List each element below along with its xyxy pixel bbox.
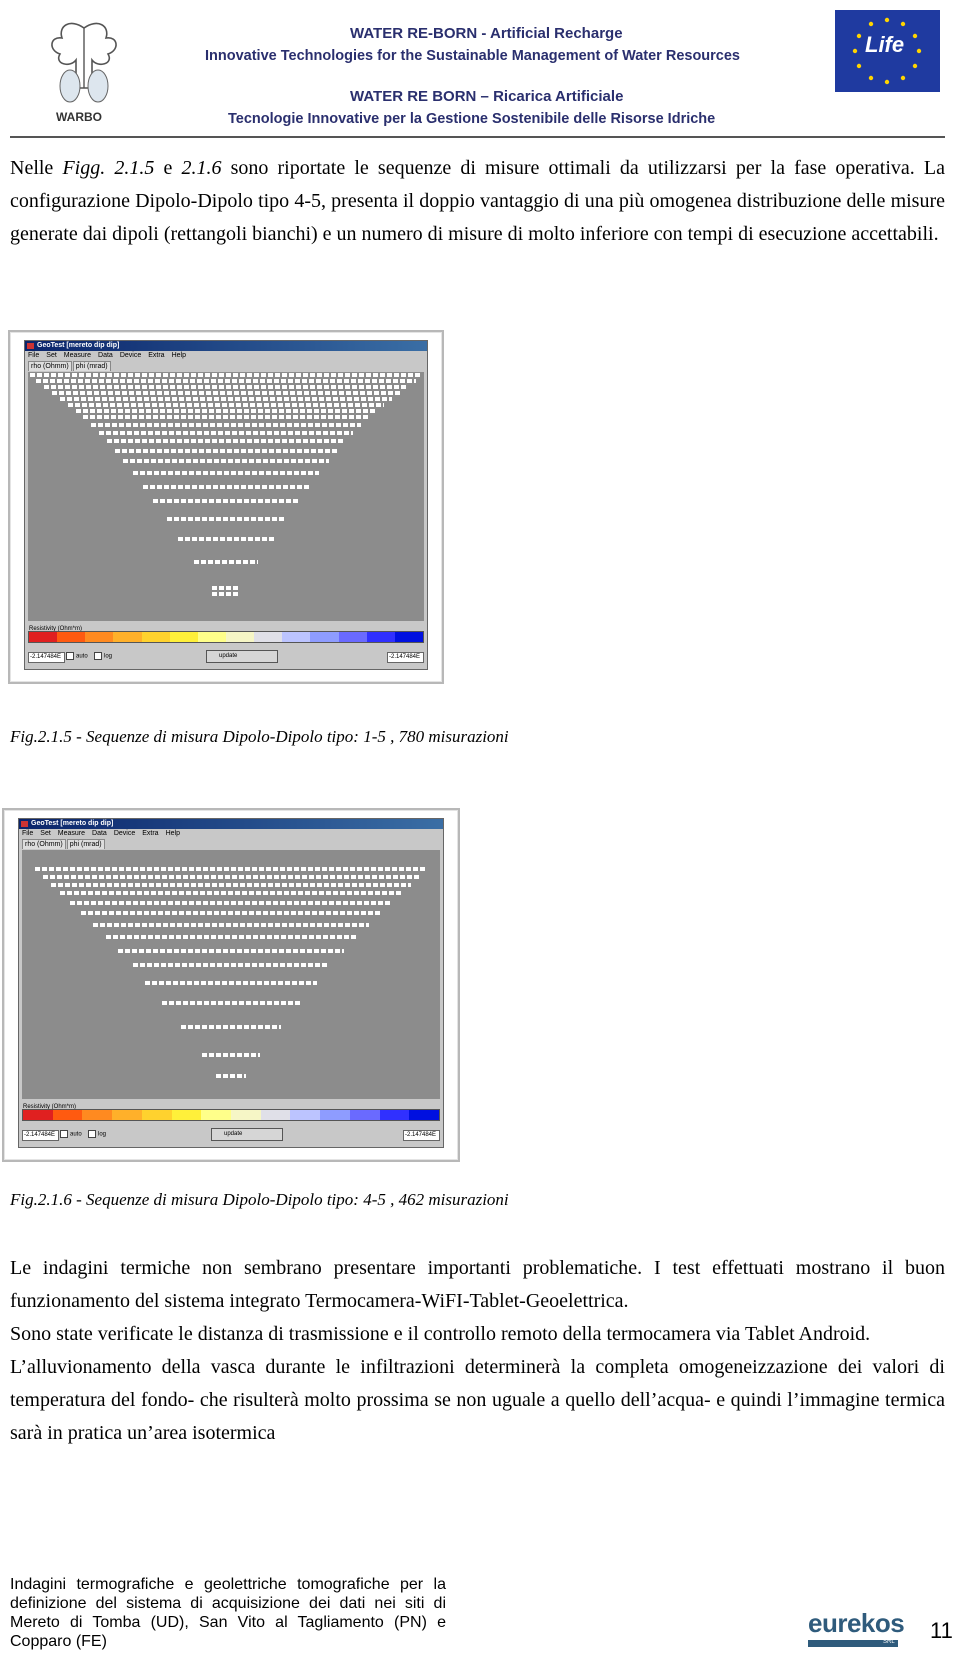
- colorbar-swatch: [142, 1110, 172, 1120]
- colorbar-swatch: [231, 1110, 261, 1120]
- colorbar-swatch: [82, 1110, 112, 1120]
- log-checkbox[interactable]: log: [88, 1130, 106, 1140]
- auto-checkbox[interactable]: auto: [60, 1130, 82, 1140]
- measurement-row: [106, 935, 357, 939]
- measurement-row: [70, 901, 392, 905]
- max-value-field[interactable]: -2.147484E: [387, 652, 424, 663]
- colorbar-swatch: [85, 632, 113, 642]
- measurement-row: [81, 911, 382, 915]
- measurement-row: [115, 449, 337, 453]
- intro-text-2: e: [154, 157, 182, 179]
- geotest-window: [18, 818, 444, 1148]
- measurement-row: [194, 560, 257, 564]
- max-value-field[interactable]: -2.147484E: [403, 1130, 440, 1141]
- menu-file[interactable]: File: [28, 352, 40, 359]
- header-title-it: WATER RE BORN – Ricarica Artificiale: [350, 88, 624, 105]
- menu-data[interactable]: Data: [92, 830, 107, 837]
- menu-help[interactable]: Help: [171, 352, 186, 359]
- menu-extra[interactable]: Extra: [142, 830, 159, 837]
- controls-row: [22, 1127, 440, 1143]
- measurement-row: [30, 373, 422, 377]
- pseudosection-canvas: [28, 372, 424, 621]
- colorbar-swatch: [226, 632, 254, 642]
- measurement-row: [99, 431, 352, 435]
- measurement-row: [143, 485, 309, 489]
- geotest-window: [24, 340, 428, 670]
- colorbar-swatch: [290, 1110, 320, 1120]
- colorbar-swatch: [198, 632, 226, 642]
- figure-1-caption: Fig.2.1.5 - Sequenze di misura Dipolo-Dipolo tipo: 1-5 , 780 misurazioni: [10, 727, 509, 746]
- resistivity-label: Resistivity (Ohm*m): [29, 626, 83, 632]
- colorbar-swatch: [282, 632, 310, 642]
- measurement-row: [216, 1074, 245, 1078]
- tab-rho[interactable]: rho (Ohmm): [28, 361, 72, 371]
- window-title: GeoTest [mereto dip dip]: [19, 819, 443, 829]
- colorbar-swatch: [380, 1110, 410, 1120]
- measurement-row: [153, 499, 300, 503]
- document-header: [10, 0, 945, 140]
- header-subtitle-en: Innovative Technologies for the Sustainable Management of Water Resources: [205, 48, 740, 64]
- colorbar-swatch: [172, 1110, 202, 1120]
- figure-2-screenshot: [2, 808, 460, 1162]
- colorbar-swatch: [310, 632, 338, 642]
- header-title-en: WATER RE-BORN - Artificial Recharge: [350, 25, 623, 42]
- figure-1-screenshot: [8, 330, 444, 684]
- measurement-row: [93, 923, 369, 927]
- colorbar-swatch: [395, 632, 423, 642]
- measurement-row: [44, 385, 408, 389]
- measurement-row: [51, 883, 410, 887]
- measurement-row: [202, 1053, 261, 1057]
- colorbar-swatch: [367, 632, 395, 642]
- colorbar-swatch: [339, 632, 367, 642]
- intro-text-3: sono riportate le sequenze di misure ottimali da utilizzarsi per la fase operativa. La configurazione Dipolo-Dipolo tipo 4-5, presenta il doppio vantaggio di una più omogenea distribuzione delle misure generate dai dipoli (rettangoli bianchi) e un numero di misure di molto inferiore con tempi di esecuzione accettabili.: [10, 157, 946, 245]
- intro-text-1: Nelle: [10, 157, 63, 179]
- colorbar-swatch: [57, 632, 85, 642]
- page-number: 11: [930, 1618, 953, 1643]
- measurement-row: [76, 409, 377, 413]
- measurement-row: [107, 439, 345, 443]
- header-divider: [10, 136, 945, 138]
- body-paragraph-1: Le indagini termiche non sembrano presentare importanti problematiche. I test effettuati mostrano il buon funzionamento del sistema integrato Termocamera-WiFI-Tablet-Geoelettrica.: [10, 1257, 945, 1312]
- pseudosection-canvas: [22, 850, 440, 1099]
- measurement-row: [212, 586, 240, 590]
- eurekos-logo-suffix: SRL: [883, 1639, 895, 1645]
- menu-measure[interactable]: Measure: [57, 830, 86, 837]
- eurekos-logo: eurekos: [808, 1608, 905, 1638]
- colorbar-swatch: [409, 1110, 439, 1120]
- life-logo-text: Life: [865, 32, 905, 57]
- tab-bar: [25, 361, 427, 370]
- measurement-row: [133, 963, 329, 967]
- measurement-row: [118, 949, 344, 953]
- body-paragraph-3: L’alluvionamento della vasca durante le infiltrazioni determinerà la completa omogeneizzazione dei valori di temperatura del fondo- che risulterà molto prossima se non uguale a quello dell’acqua- e quindi l’immagine termica sarà in pratica un’area isotermica: [10, 1356, 945, 1444]
- menu-set[interactable]: Set: [40, 830, 51, 837]
- resistivity-colorbar: [22, 1109, 440, 1121]
- min-value-field[interactable]: -2.147484E: [28, 652, 65, 663]
- measurement-row: [162, 1001, 300, 1005]
- menu-bar: [19, 829, 443, 839]
- measurement-row: [91, 423, 360, 427]
- colorbar-swatch: [201, 1110, 231, 1120]
- colorbar-swatch: [261, 1110, 291, 1120]
- menu-data[interactable]: Data: [98, 352, 113, 359]
- menu-set[interactable]: Set: [46, 352, 57, 359]
- tab-phi[interactable]: phi (mrad): [73, 361, 111, 371]
- measurement-row: [60, 891, 403, 895]
- log-checkbox[interactable]: log: [94, 652, 112, 662]
- measurement-row: [36, 379, 416, 383]
- window-title: GeoTest [mereto dip dip]: [25, 341, 427, 351]
- resistivity-label: Resistivity (Ohm*m): [23, 1104, 77, 1110]
- measurement-row: [133, 471, 319, 475]
- measurement-row: [212, 592, 240, 596]
- colorbar-swatch: [170, 632, 198, 642]
- intro-paragraph: [10, 152, 945, 251]
- measurement-row: [178, 537, 273, 541]
- colorbar-swatch: [350, 1110, 380, 1120]
- colorbar-swatch: [23, 1110, 53, 1120]
- intro-fig-ref-2: 2.1.6: [181, 157, 222, 179]
- intro-fig-ref-1: Figg. 2.1.5: [62, 157, 155, 179]
- menu-extra[interactable]: Extra: [148, 352, 165, 359]
- body-paragraph-2: Sono state verificate le distanza di trasmissione e il controllo remoto della termocamera via Tablet Android.: [10, 1323, 871, 1345]
- colorbar-swatch: [112, 1110, 142, 1120]
- tab-rho[interactable]: rho (Ohmm): [22, 839, 66, 849]
- update-button[interactable]: update: [211, 1128, 283, 1141]
- auto-checkbox[interactable]: auto: [66, 652, 88, 662]
- colorbar-swatch: [254, 632, 282, 642]
- menu-device[interactable]: Device: [119, 352, 142, 359]
- tab-bar: [19, 839, 443, 848]
- resistivity-colorbar: [28, 631, 424, 643]
- colorbar-swatch: [320, 1110, 350, 1120]
- footer-text: Indagini termografiche e geolettriche tomografiche per la definizione del sistema di acquisizione dei dati nei siti di Mereto di Tomba (UD), San Vito al Tagliamento (PN) e Copparo (FE): [10, 1576, 446, 1650]
- colorbar-swatch: [142, 632, 170, 642]
- figure-2-caption: Fig.2.1.6 - Sequenze di misura Dipolo-Dipolo tipo: 4-5 , 462 misurazioni: [10, 1190, 509, 1209]
- body-text: [10, 1252, 945, 1450]
- update-button[interactable]: update: [206, 650, 278, 663]
- tab-phi[interactable]: phi (mrad): [67, 839, 105, 849]
- menu-help[interactable]: Help: [165, 830, 180, 837]
- controls-row: [28, 649, 424, 665]
- colorbar-swatch: [53, 1110, 83, 1120]
- measurement-row: [60, 397, 393, 401]
- measurement-row: [52, 391, 400, 395]
- menu-bar: [25, 351, 427, 361]
- measurement-row: [123, 459, 329, 463]
- measurement-row: [83, 415, 368, 419]
- colorbar-swatch: [29, 632, 57, 642]
- measurement-row: [35, 867, 428, 871]
- measurement-row: [181, 1025, 281, 1029]
- measurement-row: [167, 517, 286, 521]
- menu-device[interactable]: Device: [113, 830, 136, 837]
- menu-measure[interactable]: Measure: [63, 352, 92, 359]
- colorbar-swatch: [113, 632, 141, 642]
- eu-life-logo: [835, 10, 940, 92]
- measurement-row: [43, 875, 419, 879]
- header-subtitle-it: Tecnologie Innovative per la Gestione Sostenibile delle Risorse Idriche: [228, 111, 716, 127]
- menu-file[interactable]: File: [22, 830, 34, 837]
- measurement-row: [145, 981, 316, 985]
- warbo-logo-text: WARBO: [56, 110, 102, 124]
- min-value-field[interactable]: -2.147484E: [22, 1130, 59, 1141]
- measurement-row: [68, 403, 385, 407]
